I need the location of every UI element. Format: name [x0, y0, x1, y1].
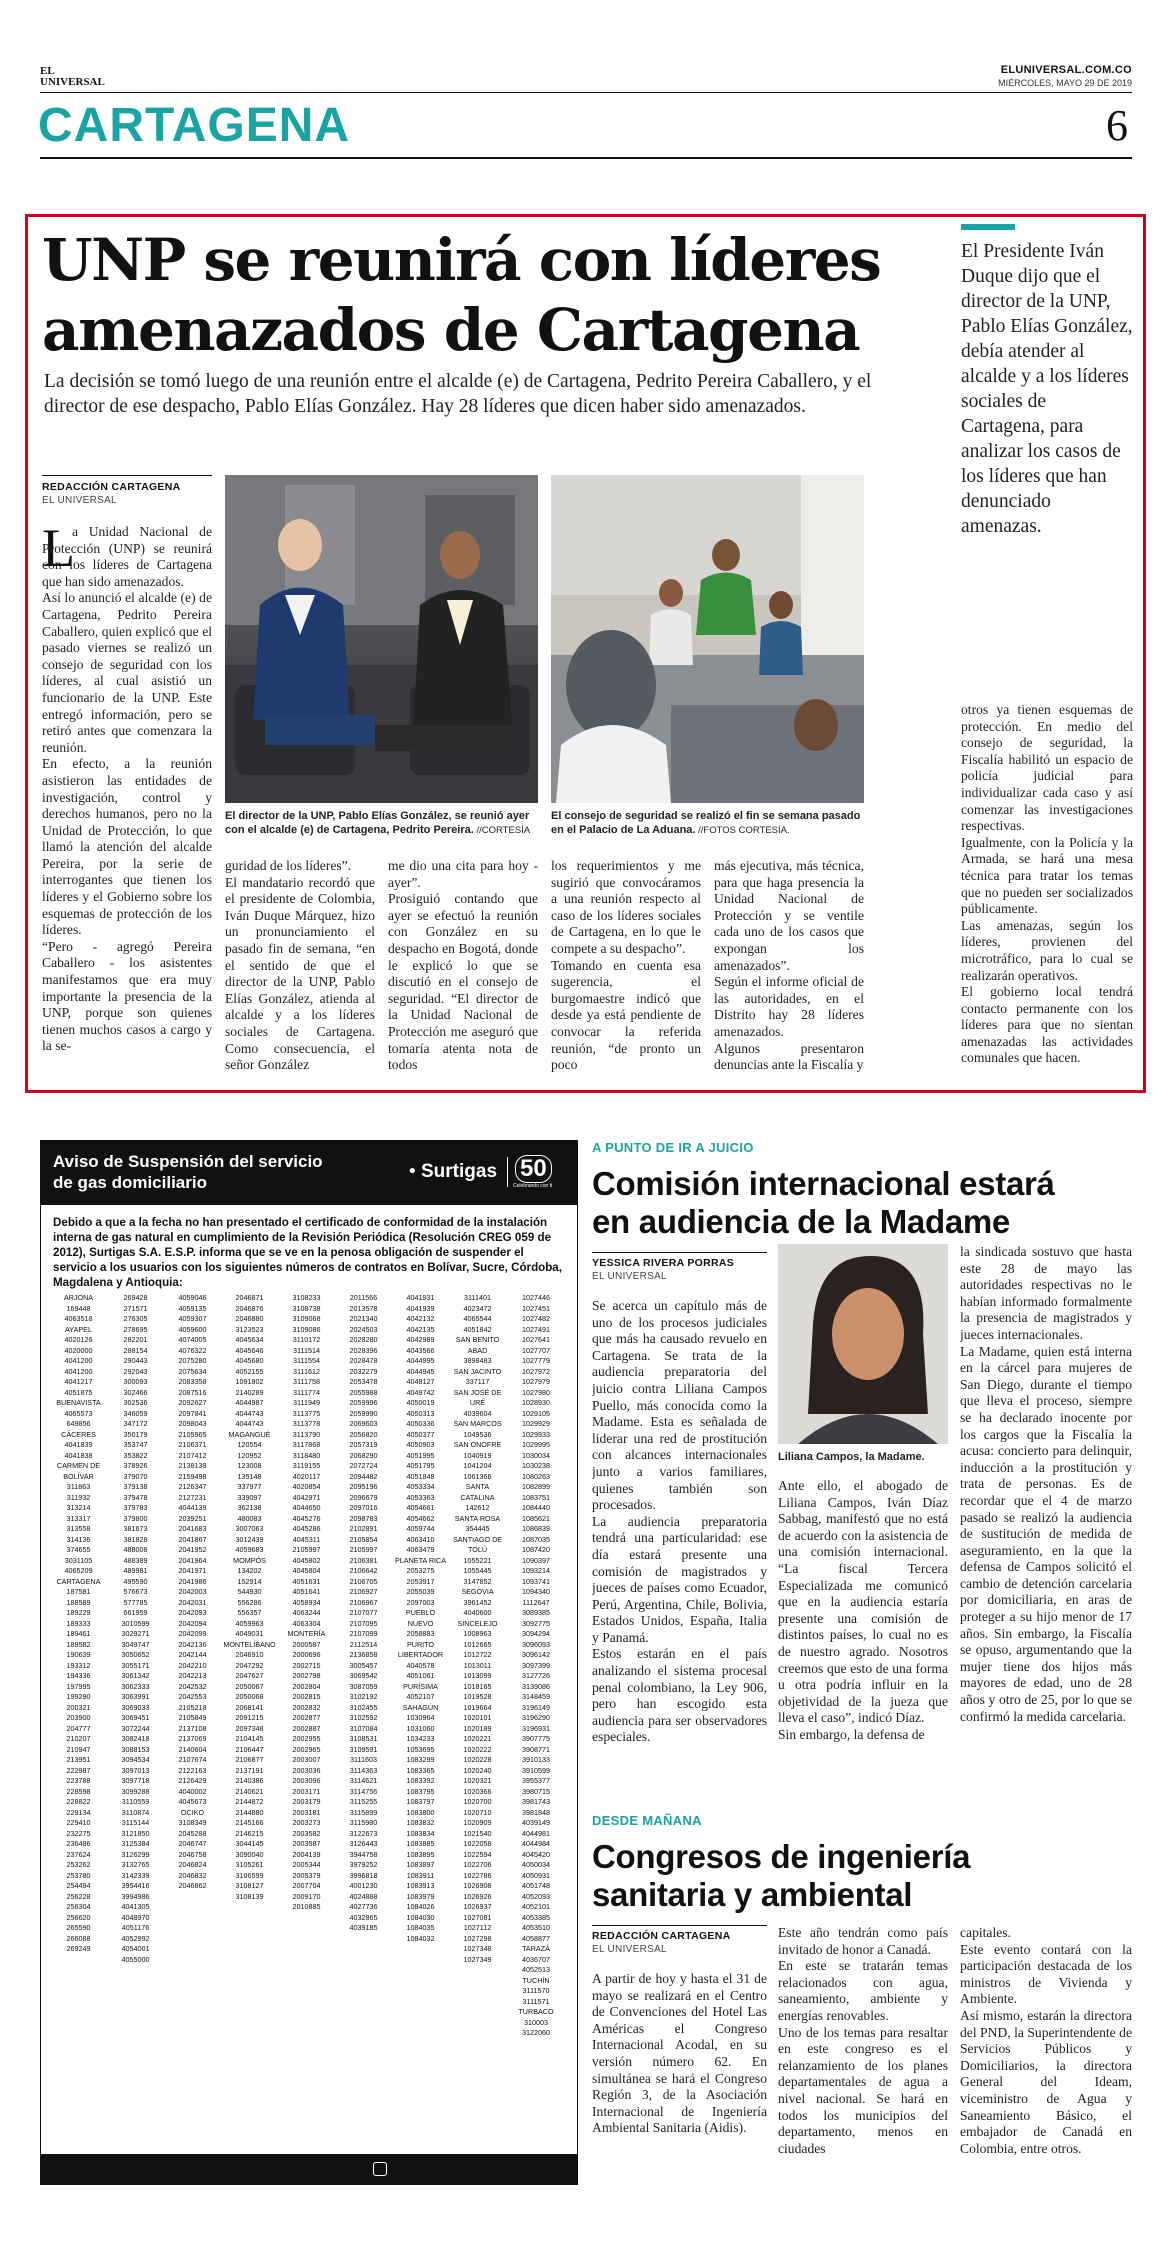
flame-icon: •: [407, 1161, 418, 1182]
photo-meeting-directors: [225, 475, 538, 803]
story3-headline-line2: sanitaria y ambiental: [592, 1876, 913, 1913]
story2-col-1: Se acerca un capítulo más de uno de los procesos judiciales que más ha causado revuelo en Cartagena. Se trata de la audiencia preparatoria del juicio contra Liliana Campos Puello, más conocida como la Madame. Esta es señalada de liderar una red de prostitución con alcances internacionales junto a varios familiares, quienes también son procesados. La audiencia preparatoria tendrá una particularidad: ese día estará presente una comisión de magistrados y jueces de países como Ecuador, Perú, Argentina, Chile, Bolivia, Estados Unidos, España, Italia y Panamá. Estos estarán en el país analizando el sistema procesal penal colombiano, la Ley 906, pero han escogido esta audiencia para ser observadores especiales.: [592, 1298, 767, 1745]
main-col-6: otros ya tienen esquemas de protección. En medio del consejo de seguridad, la Fiscalía habilitó un espacio de policía judicial para individualizar cada caso y así comenzar las investigaciones respectivas. Igualmente, con la Policía y la Armada, se hará una mesa técnica para tratar los temas que no pueden ser socializados públicamente. Las amenazas, según los líderes, provienen del microtráfico, para lo cual se realizarán operativos. El gobierno local tendrá contacto permanente con los líderes para que no sientan amenazadas las actividades comunales que hacen.: [961, 702, 1133, 1066]
issue-date: MIÉRCOLES, MAYO 29 DE 2019: [998, 78, 1132, 88]
main-col-1: a Unidad Nacional de Protección (UNP) se reunirá con los líderes de Cartagena que han sido amenazados. Así lo anunció el alcalde (e) de Cartagena, Pedrito Pereira Caballero, quien explicó que el pasado viernes se realizó un consejo de seguridad con los líderes, al cual asistió un funcionario de la UNP. Este entregó información, pero se retiró antes que comenzara la reunión. En efecto, a la reunión asistieron las entidades de investigación, control y derechos humanos, pero no la Unidad de Protección, lo que llamó la atención del alcalde Pereira, por la serie de interrogantes que tienen los líderes y el Gobierno sobre los esquemas de protección de los líderes. “Pero - agregó Pereira Caballero - los asistentes manifestamos que era muy importante la presencia de la UNP, porque son quienes tienen muchos casos a cargo y la se-: [42, 524, 212, 1054]
ad-body: Debido a que a la fecha no han presentado el certificado de conformidad de la instalación interna de gas natural en cumplimiento de la Revisión Periódica (Resolución CREG 059 de 2012), Surtigas S.A. E.S.P. informa que se ve en la penosa obligación de suspender el servicio a los usuarios con los siguientes números de contratos en Bolívar, Sucre, Córdoba, Magdalena y Antioquia:: [53, 1216, 562, 1289]
main-col-2: guridad de los líderes”. El mandatario recordó que el presidente de Colombia, Iván Duque Márquez, hizo un pronunciamiento el pasado fin de semana, “en el sentido de que el director de la UNP, Pablo Elías González, atienda al alcalde y a los líderes sociales de Cartagena. Como consecuencia, el señor González: [225, 858, 375, 1073]
story3-headline: [592, 1838, 1132, 1914]
ad-footer: [41, 2154, 577, 2184]
contract-column-7: 4041931 4041939 4042132 4042135 4042989 4043566 4044995 4044945 4048127 4049742 4050019 4050313 4050336 4050377 4050903 4051995 4051795 4051848 4053334 4053363 4054661 4054662 4059744 4063410 4063479 PLANETA RICA 2053275 2053917 2055039 2097003 PUEBLO NUEVO 2058883 PURITO LIBERTADOR 4040578 4051061 PURÍSIMA 4052107 SAHAGÚN 1030964 1031060 1034233 1053695 1083299 1083365 1083392 1083795 1083797 1083800 1083832 1083834 1083885 1083895 1083897 1083911 1083913 1083979 1084026 1084030 1084035 1084032: [395, 1293, 446, 1943]
main-col-4: los requerimientos y me sugirió que convocáramos a una reunión respecto al caso de los líderes sociales de Cartagena, en lo que le compete a su despacho”. Tomando en cuenta esa sugerencia, el burgomaestre indicó que desde ya está pendiente de convocar la referida reunión, “de pronto un poco: [551, 858, 701, 1073]
ad-title: [53, 1151, 323, 1193]
story2-byline-name: YESSICA RIVERA PORRAS: [592, 1257, 735, 1269]
photo1-illustration: [225, 475, 538, 803]
story2-kicker: A PUNTO DE IR A JUICIO: [592, 1140, 754, 1155]
photo1-caption: [225, 809, 538, 838]
story3-col-3: capitales. Este evento contará con la participación destacada de los ministros de Vivienda y Ambiente. Así mismo, estarán la directora del PND, la Superintendente de Servicios Públicos y Domiciliarios, la directora General del Ideam, viceministro de Agua y Saneamiento Básico, el embajador de Canadá en Colombia, entre otros.: [960, 1925, 1132, 2156]
story-madame: [592, 1140, 1132, 1785]
main-deck: La decisión se tomó luego de una reunión entre el alcalde (e) de Cartagena, Pedrito Pereira Caballero, y el director de ese despacho, Pablo Elías González. Hay 28 líderes que dicen haber sido amenazados.: [44, 371, 872, 417]
site-url: ELUNIVERSAL.COM.CO: [1000, 64, 1132, 76]
main-byline-org: EL UNIVERSAL: [42, 495, 117, 506]
photo-liliana-campos: [778, 1244, 948, 1444]
page-number: 6: [1106, 101, 1128, 150]
story3-byline-rule: [592, 1925, 767, 1926]
contract-column-8: 3111401 4023472 4065544 4051842 SAN BENITO ABAD 3898483 SAN JACINTO 337117 SAN JOSÉ DE URÉ 4039604 SAN MARCOS 1049536 SAN ONOFRE 1040919 1041204 1061366 SANTA CATALINA 142612 SANTA ROSA 354445 SANTIAGO DE TOLÚ 1055221 1055445 3147852 SEGOVIA 3961452 4040600 SINCELEJO 1008963 1012665 1012722 1013011 1013099 1018165 1019528 1019664 1020101 1020189 1020221 1020222 1020228 1020240 1020321 1020366 1020700 1020710 1020909 1021540 1022058 1022594 1022706 1022786 1026908 1026926 1026937 1027081 1027112 1027298 1027348 1027349: [452, 1293, 503, 1964]
photo2-caption-text: El consejo de seguridad se realizó el fin se semana pasado en el Palacio de La Aduana.: [551, 810, 861, 836]
ad-title-line2: de gas domiciliario: [53, 1173, 207, 1192]
logo-line2: UNIVERSAL: [40, 76, 105, 88]
logo: [40, 66, 105, 88]
ad-header: [41, 1141, 577, 1205]
footer-logo-icon: [373, 2162, 387, 2176]
anniversary-mark: 50: [515, 1155, 552, 1183]
story2-headline: [592, 1165, 1132, 1241]
main-col-3: me dio una cita para hoy - ayer”. Prosiguió contando que ayer se efectuó la reunión con González en su despacho en Bogotá, donde le explicó lo que se discutió en el consejo de seguridad. “El director de la Unidad Nacional de Protección me aseguró que tomaría atenta nota de todos: [388, 858, 538, 1073]
story3-col-1: A partir de hoy y hasta el 31 de mayo se realizará en el Centro de Convenciones del Hotel Las Américas el Congreso Internacional Acodal, en su versión número 62. En simultánea se hará el Congreso Región 3, de la Asociación Internacional de Ingeniería Ambiental Sanitaria (Aidis).: [592, 1971, 767, 2136]
contract-column-5: 3108233 3108738 3109068 3109086 3110172 3111514 3111554 3111612 3111758 3111774 3111949 3113775 3113778 3113790 3117868 3118480 3119155 4020117 4020854 4042971 4044650 4045276 4045286 4045311 2105997 4045802 4045804 4051631 4051641 4058934 4063244 4063304 MONTERÍA 2000587 2000696 2002715 2002798 2002804 2002815 2002832 2002877 2002887 2002955 2002965 2003007 2003036 2003096 2003171 2003179 2003181 2003273 2003582 2003587 2004139 2005344 2005379 2007704 2009170 2010885: [287, 1293, 326, 1911]
story-congresos: [592, 1813, 1132, 2193]
photo2-illustration: [551, 475, 864, 803]
main-headline-line1: UNP se reunirá con líderes: [42, 226, 881, 294]
photo2-credit: //FOTOS CORTESÍA.: [695, 825, 790, 836]
contract-column-1: ARJONA 169448 4063518 AYAPEL 4020126 4020000 4041200 4041200 4041217 4051875 BUENAVISTA 4065573 649856 CÁCERES 4041839 4041838 CARMEN DE BOLÍVAR 311863 311932 313214 313317 313558 314136 374655 3031105 4065209 CARTAGENA 187581 188589 189229 189333 189461 189582 190639 193312 194336 197995 199290 200321 203900 204777 210207 210947 213951 222987 223788 228598 228822 229134 229410 232275 236486 237624 253262 253780 254494 256228 256304 256620 265590 266088 269249: [56, 1293, 101, 1953]
masthead: [0, 0, 1172, 170]
main-story: [25, 214, 1146, 1093]
story2-byline-rule: [592, 1252, 767, 1253]
photo1-credit: //CORTESÍA: [473, 825, 531, 836]
story3-kicker: DESDE MAÑANA: [592, 1813, 702, 1828]
story2-photo-caption: Liliana Campos, la Madame.: [778, 1451, 925, 1463]
main-byline-name: REDACCIÓN CARTAGENA: [42, 481, 181, 493]
anniversary-sub: Celebrando con ti: [513, 1183, 553, 1189]
photo3-illustration: [778, 1244, 948, 1444]
ad-title-line1: Aviso de Suspensión del servicio: [53, 1152, 323, 1171]
pullquote-accent: [961, 224, 1015, 230]
contract-table: [51, 1293, 567, 2153]
surtigas-logo: [407, 1155, 567, 1191]
story3-col-2: Este año tendrán como país invitado de honor a Canadá. En este se tratarán temas relacionados con agua, saneamiento, ambiente y energías renovables. Uno de los temas para resaltar en este congreso es el relanzamiento de los planes departamentales de agua a nivel nacional. Se hará en todos los municipios del departamento, menos en ciudades: [778, 1925, 948, 2156]
story2-byline-org: EL UNIVERSAL: [592, 1271, 667, 1282]
pullquote: El Presidente Iván Duque dijo que el director de la UNP, Pablo Elías González, debía atender al alcalde y a los líderes sociales de Cartagena, para analizar los casos de los líderes que han denunciado amenazas.: [961, 241, 1133, 537]
contract-column-3: 4059046 4059135 4059307 4059600 4074005 4076322 2075280 2075634 2083358 2087516 2092627 2097841 2098043 2105965 2106371 2107412 2138139 2159498 2126347 2127231 4044139 2039251 2041683 2041867 2041952 2041964 2041971 2041986 2042003 2042031 2042093 2042094 2042099 2042136 2042144 2042210 2042213 2042532 2042553 2105218 2105849 2137108 2137069 2140604 2107674 2122163 2126429 4040002 4045673 OCIKO 3108349 2045288 2046747 2046758 2046824 2046832 2046862: [178, 1293, 207, 1890]
byline-rule: [42, 475, 212, 476]
contract-column-9: 1027446 1027451 1027482 1027491 1027641 1027707 1027779 1027972 1027979 1027980 1028930 1029105 1029929 1029933 1029995 1030034 1030238 1080263 1082899 1083751 1084440 1085621 1086839 1087035 1087420 1090397 1093214 1093741 1094340 1112647 3089385 3092775 3094294 3096093 3096142 3097399 3127726 3139086 3148459 3196149 3196290 3196931 3907775 3908771 3910133 3910599 3955377 3980715 3981743 3981848 4039149 4044981 4044984 4045420 4050034 4050931 4051748 4052093 4052101 4053385 4053510 4058877 TARAZÁ 4036707 4052513 TUCHÍN 3111570 3111571 TURBACO 310003 3122060: [518, 1293, 554, 2037]
story2-col-2: Ante ello, el abogado de Liliana Campos, Iván Díaz Sabbag, manifestó que no está de acuerdo con la asistencia de una comisión internacional. “La fiscal Tercera Especializada me comunicó que en la audiencia estaría presente una comisión de distintos países, lo cual no es de nuestro agrado. Nosotros creemos que esto de una forma u otra podría influir en la objetividad de la jueza que lleva el caso”, indicó Díaz. Sin embargo, la defensa de: [778, 1478, 948, 1742]
gas-suspension-ad: [40, 1140, 578, 2185]
story3-headline-line1: Congresos de ingeniería: [592, 1838, 971, 1875]
contract-column-4: 2046871 2046876 2046880 3123523 4045634 4045646 4045680 4052155 1091802 2140289 4044987 4044743 4044743 MAGANGUÉ 120554 120952 123008 135148 337977 339097 362138 480083 3007063 3012439 4059683 MOMPÓS 134202 152914 544930 556286 556357 4059963 4049031 MONTELÍBANO 2046910 2047292 2047627 2050067 2050068 2068141 2091215 2097348 2104145 2106447 2106877 2137191 2140386 2140621 2144872 2144880 2145166 2146215 3044145 3090040 3105261 3106599 3108127 3108139: [223, 1293, 276, 1901]
logo-divider: [507, 1157, 508, 1187]
contract-column-6: 2011566 2013578 2021340 2024503 2028280 2028396 2028478 2032279 2053478 2055988 2059996 2059990 2069603 2056820 2057319 2068290 2072724 2094482 2095196 2096679 2097016 2098783 2102891 2105854 2105997 2106381 2106642 2106705 2106927 2106967 2107077 2107095 2107099 2112514 2136858 3005457 3069542 3087059 3102192 3102455 3102592 3107084 3108531 3109591 3111603 3114363 3114621 3114756 3115255 3115899 3115980 3122673 3126443 3944758 3979252 3996818 4001230 4024888 4027736 4032865 4039185: [349, 1293, 378, 1932]
photo-security-council: [551, 475, 864, 803]
photo1-caption-text: El director de la UNP, Pablo Elías González, se reunió ayer con el alcalde (e) de Cartagena, Pedrito Pereira.: [225, 810, 530, 836]
section-title: CARTAGENA: [38, 99, 351, 152]
contract-column-2: 269428 271571 276305 278695 282201 288154 290443 292043 300093 302466 302536 346059 347172 350179 353747 353822 378926 379070 379138 379478 379783 379800 381673 381828 488008 488389 489981 495590 576673 577785 661959 3010599 3029271 3049747 3050652 3055171 3061342 3062333 3063991 3069033 3069451 3072244 3082418 3088153 3094534 3097013 3097718 3099288 3110559 3110874 3115144 3121850 3125384 3126299 3132765 3142339 3954416 3994986 4041305 4048970 4051176 4052992 4054001 4055000: [121, 1293, 150, 1964]
brand-name: Surtigas: [421, 1161, 498, 1182]
main-dropcap: L: [42, 518, 75, 578]
main-col-5: más ejecutiva, más técnica, para que haga presencia la Unidad Nacional de Protección y se ventile cada uno de los casos que expongan los amenazados”. Según el informe oficial de las autoridades, en el Distrito hay 28 líderes amenazados. Algunos presentaron denuncias ante la Fiscalía y: [714, 858, 864, 1073]
main-headline-line2: amenazados de Cartagena: [42, 296, 860, 364]
story3-byline-name: REDACCIÓN CARTAGENA: [592, 1930, 731, 1942]
main-headline: [42, 225, 942, 365]
section-rule: [40, 157, 1132, 159]
story2-headline-line1: Comisión internacional estará: [592, 1165, 1055, 1202]
story2-headline-line2: en audiencia de la Madame: [592, 1203, 1010, 1240]
story3-byline-org: EL UNIVERSAL: [592, 1944, 667, 1955]
story2-col-3: la sindicada sostuvo que hasta este 28 de mayo las autoridades respectivas no le habían informado formalmente la presencia de magistrados y jueces internacionales. La Madame, quien está interna en la cárcel para mujeres de San Diego, durante el tiempo que lleva el proceso, siempre se ha declarado inocente por los cargos que la Fiscalía la acusa: concierto para delinquir, inducción a la prostitución y trata de personas. Es de recordar que el 4 de marzo pasado se realizó la audiencia de sustitución de medida de aseguramiento, en la que la defensa de Campos solicitó el cambio de detención carcelaria por domiciliaria, en aras de proteger a su hijo menor de 17 años. Sin embargo, la Fiscalía se opuso, argumentando que la mujer tiene dos hijos más mayores de edad, uno de 28 años y otro de 25, por lo que se confirmó la medida carcelaria.: [960, 1244, 1132, 1724]
photo2-caption: [551, 809, 864, 838]
logo-line1: EL: [40, 65, 55, 77]
masthead-rule: [40, 92, 1132, 93]
